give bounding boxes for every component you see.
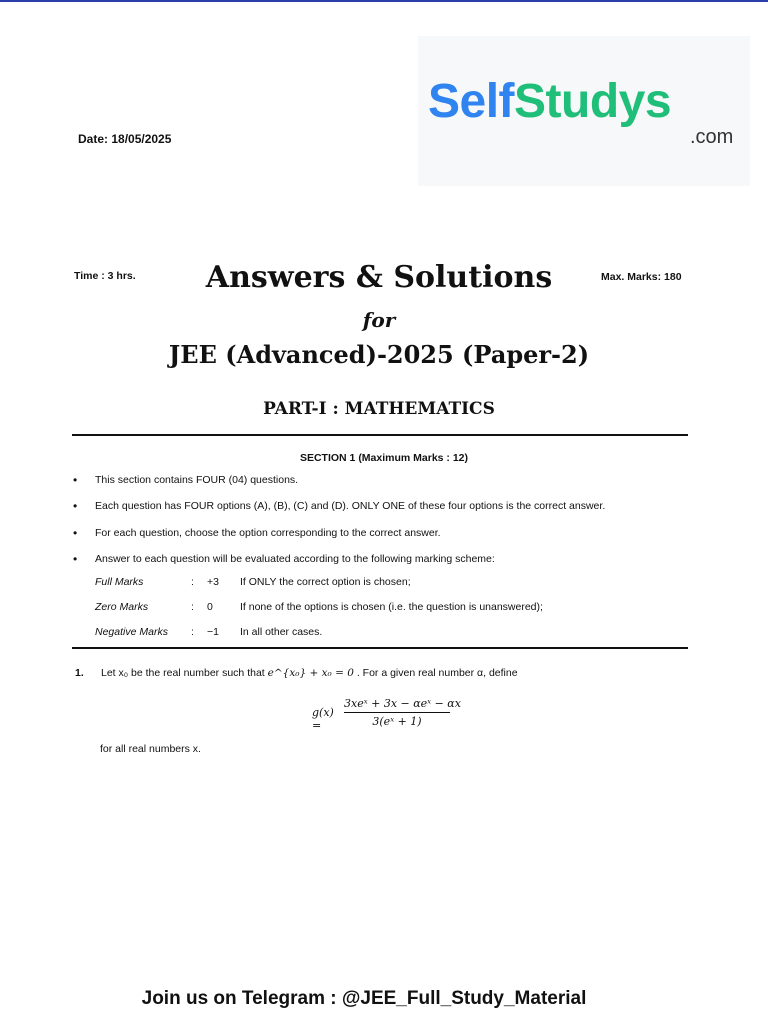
section-heading: SECTION 1 (Maximum Marks : 12) (299, 452, 469, 464)
brand-suffix: .com (690, 126, 734, 148)
top-border (0, 0, 768, 2)
scheme-separator: : (191, 626, 194, 638)
title-for: for (362, 308, 396, 332)
exam-duration: Time : 3 hrs. (74, 270, 136, 282)
exam-date: Date: 18/05/2025 (78, 132, 172, 146)
formula-lhs: g(x) = (312, 706, 334, 732)
scheme-label: Negative Marks (95, 626, 168, 638)
question-text-part-b: . For a given real number α, define (356, 667, 518, 679)
scheme-value: +3 (207, 576, 219, 588)
telegram-footer[interactable]: Join us on Telegram : @JEE_Full_Study_Material (141, 988, 587, 1009)
scheme-value: 0 (207, 601, 213, 613)
scheme-description: If none of the options is chosen (i.e. the question is unanswered); (240, 601, 543, 613)
formula-numerator: 3xeˣ + 3x − αeˣ − αx (344, 697, 450, 713)
formula-denominator: 3(eˣ + 1) (372, 715, 422, 728)
exam-title: JEE (Advanced)-2025 (Paper-2) (168, 340, 590, 369)
max-marks: Max. Marks: 180 (601, 271, 682, 283)
bullet-icon: • (73, 499, 78, 514)
bullet-icon: • (73, 525, 78, 540)
question-number: 1. (75, 667, 84, 679)
scheme-description: If ONLY the correct option is chosen; (240, 576, 411, 588)
document-title: Answers & Solutions (205, 260, 553, 295)
part-heading: PART-I : MATHEMATICS (263, 399, 495, 419)
question-closing: for all real numbers x. (100, 743, 201, 755)
brand-name-studys: Studys (514, 75, 672, 128)
question-text-part-a: Let x₀ be the real number such that (101, 667, 265, 679)
question-text (101, 667, 518, 679)
instruction-item: • Answer to each question will be evaluated according to the following marking scheme: (73, 551, 495, 566)
formula-fraction (344, 697, 461, 728)
instruction-item: • For each question, choose the option corresponding to the correct answer. (73, 525, 441, 540)
scheme-label: Zero Marks (95, 601, 149, 613)
brand-name-self: Self (428, 75, 515, 128)
divider-top (72, 434, 688, 436)
question-equation: e^{x₀} + x₀ = 0 (267, 667, 354, 679)
instruction-item: • Each question has FOUR options (A), (B), (C) and (D). ONLY ONE of these four options is the correct answer. (73, 499, 606, 514)
scheme-separator: : (191, 576, 194, 588)
bullet-icon: • (73, 551, 78, 566)
divider-bottom (72, 647, 688, 649)
scheme-label: Full Marks (95, 576, 144, 588)
scheme-separator: : (191, 601, 194, 613)
bullet-icon: • (73, 473, 78, 487)
scheme-description: In all other cases. (240, 626, 323, 638)
scheme-value: −1 (207, 626, 219, 638)
instruction-item: • This section contains FOUR (04) questions. (73, 473, 299, 487)
brand-logo[interactable] (428, 75, 672, 128)
instructions-list (73, 472, 693, 577)
